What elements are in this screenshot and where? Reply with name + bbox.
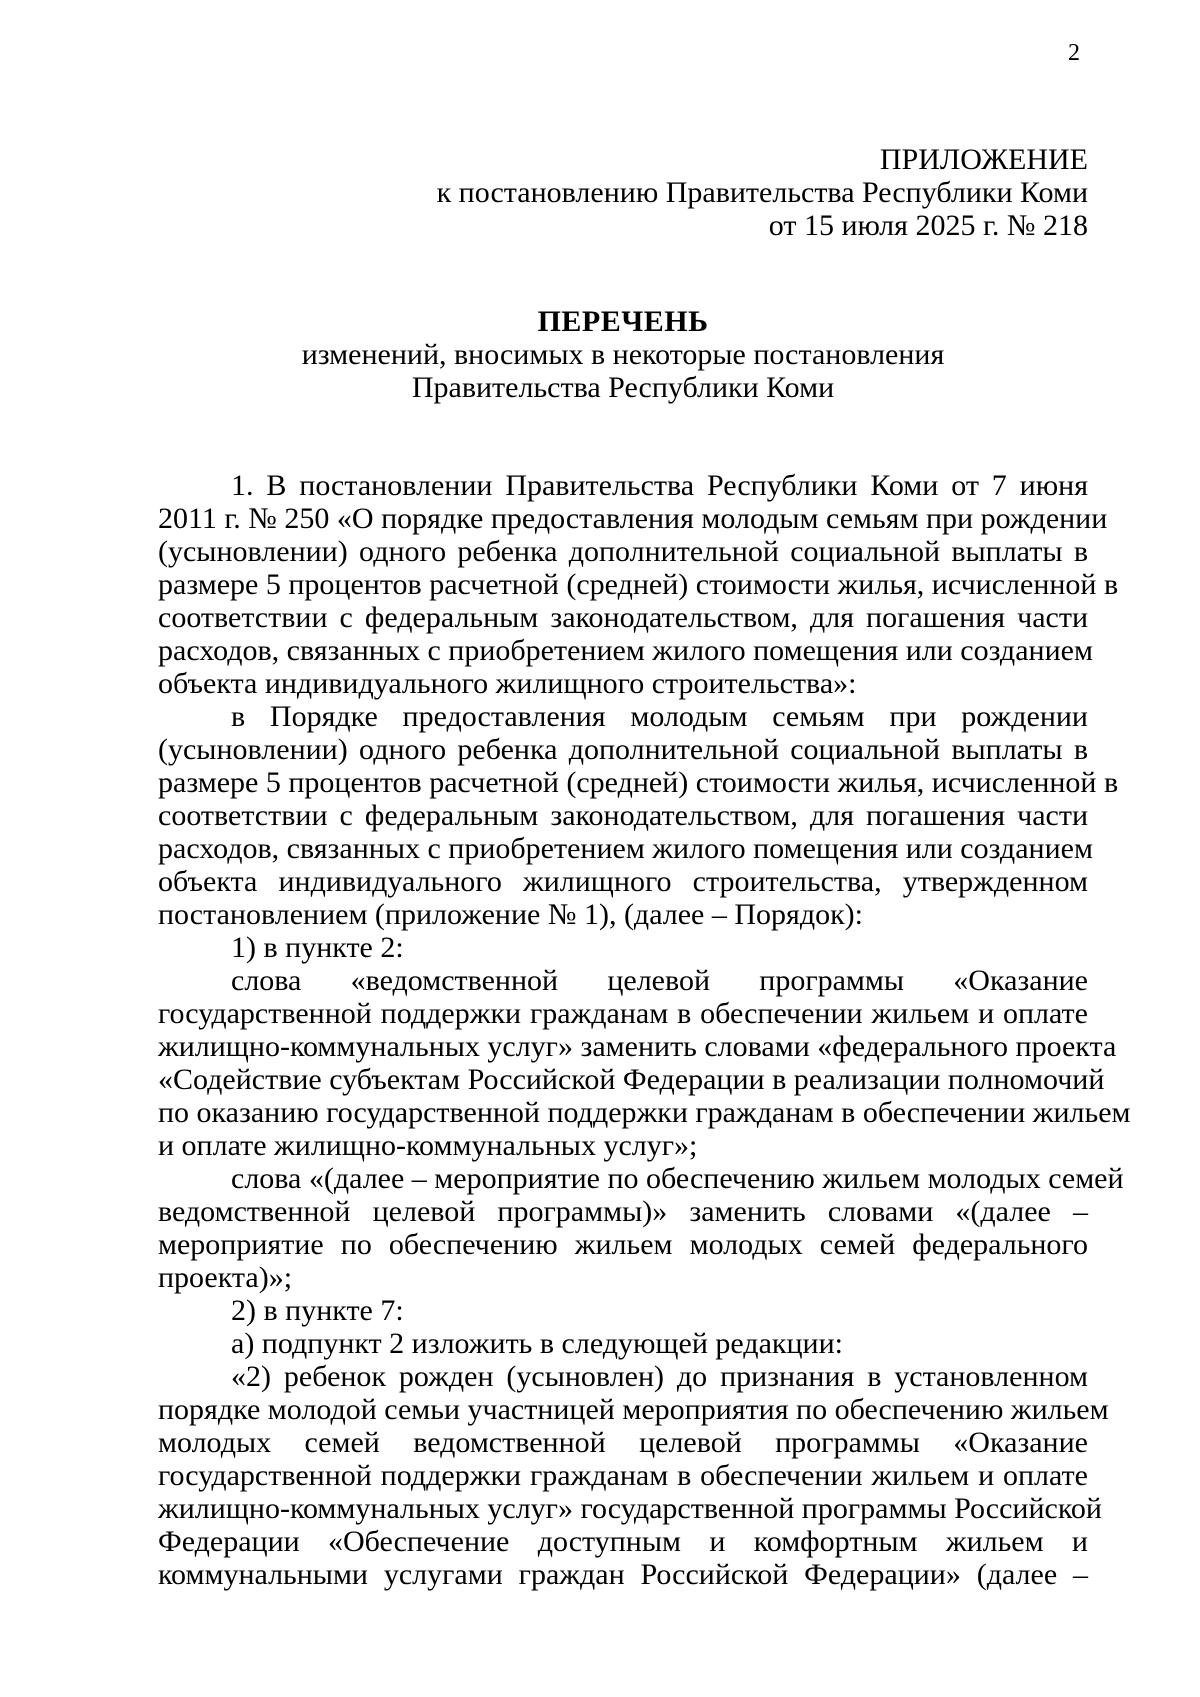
- body-line: соответствии с федеральным законодательством, для погашения части: [158, 601, 1088, 634]
- appendix-header: [388, 143, 1088, 242]
- body-line: слова «ведомственной целевой программы «Оказание: [231, 964, 1088, 997]
- body-line: 2) в пункте 7:: [231, 1294, 404, 1327]
- body-line: (усыновлении) одного ребенка дополнительной социальной выплаты в: [158, 535, 1088, 568]
- document-subtitle-line-2: Правительства Республики Коми: [411, 371, 835, 404]
- body-line: объекта индивидуального жилищного строительства»:: [158, 667, 857, 700]
- body-line: Федерации «Обеспечение доступным и комфортным жильем и: [158, 1525, 1088, 1558]
- document-title: ПЕРЕЧЕНЬ: [537, 305, 709, 338]
- body-line: соответствии с федеральным законодательством, для погашения части: [158, 799, 1088, 832]
- body-line: 1. В постановлении Правительства Республики Коми от 7 июня: [231, 469, 1088, 502]
- body-line: жилищно-коммунальных услуг» государственной программы Российской: [158, 1492, 1102, 1525]
- appendix-heading: ПРИЛОЖЕНИЕ: [879, 143, 1088, 176]
- body-line: «Содействие субъектам Российской Федерации в реализации полномочий: [158, 1063, 1105, 1096]
- body-line: проекта)»;: [158, 1261, 293, 1294]
- body-line: и оплате жилищно-коммунальных услуг»;: [158, 1129, 698, 1162]
- body-line: государственной поддержки гражданам в обеспечении жильем и оплате: [158, 1459, 1088, 1492]
- document-body: [158, 469, 1131, 1591]
- body-line: мероприятие по обеспечению жильем молодых семей федерального: [158, 1228, 1088, 1261]
- body-line: 2011 г. № 250 «О порядке предоставления молодым семьям при рождении: [158, 502, 1108, 535]
- body-line: расходов, связанных с приобретением жилого помещения или созданием: [158, 832, 1093, 865]
- body-line: размере 5 процентов расчетной (средней) стоимости жилья, исчисленной в: [158, 568, 1119, 601]
- body-line: 1) в пункте 2:: [231, 931, 404, 964]
- body-line: государственной поддержки гражданам в обеспечении жильем и оплате: [158, 997, 1088, 1030]
- document-title-block: [158, 305, 1088, 404]
- appendix-resolution-ref: к постановлению Правительства Республики Коми: [436, 176, 1088, 209]
- body-line: (усыновлении) одного ребенка дополнительной социальной выплаты в: [158, 733, 1088, 766]
- body-line: в Порядке предоставления молодым семьям при рождении: [231, 700, 1088, 733]
- body-line: коммунальными услугами граждан Российской Федерации» (далее –: [158, 1558, 1088, 1591]
- body-line: расходов, связанных с приобретением жилого помещения или созданием: [158, 634, 1093, 667]
- body-line: «2) ребенок рожден (усыновлен) до признания в установленном: [231, 1360, 1088, 1393]
- body-line: по оказанию государственной поддержки гражданам в обеспечении жильем: [158, 1096, 1131, 1129]
- body-line: слова «(далее – мероприятие по обеспечению жильем молодых семей: [231, 1162, 1124, 1195]
- body-line: объекта индивидуального жилищного строительства, утвержденном: [158, 865, 1088, 898]
- body-line: молодых семей ведомственной целевой программы «Оказание: [158, 1426, 1088, 1459]
- body-line: постановлением (приложение № 1), (далее – Порядок):: [158, 898, 863, 931]
- body-line: порядке молодой семьи участницей мероприятия по обеспечению жильем: [158, 1393, 1109, 1426]
- body-line: а) подпункт 2 изложить в следующей редакции:: [231, 1327, 843, 1360]
- page-number: 2: [1068, 40, 1080, 66]
- body-line: размере 5 процентов расчетной (средней) стоимости жилья, исчисленной в: [158, 766, 1119, 799]
- body-line: жилищно-коммунальных услуг» заменить словами «федерального проекта: [158, 1030, 1117, 1063]
- document-subtitle-line-1: изменений, вносимых в некоторые постановления: [301, 338, 945, 371]
- body-line: ведомственной целевой программы)» заменить словами «(далее –: [158, 1195, 1088, 1228]
- appendix-date-number: от 15 июля 2025 г. № 218: [768, 209, 1088, 242]
